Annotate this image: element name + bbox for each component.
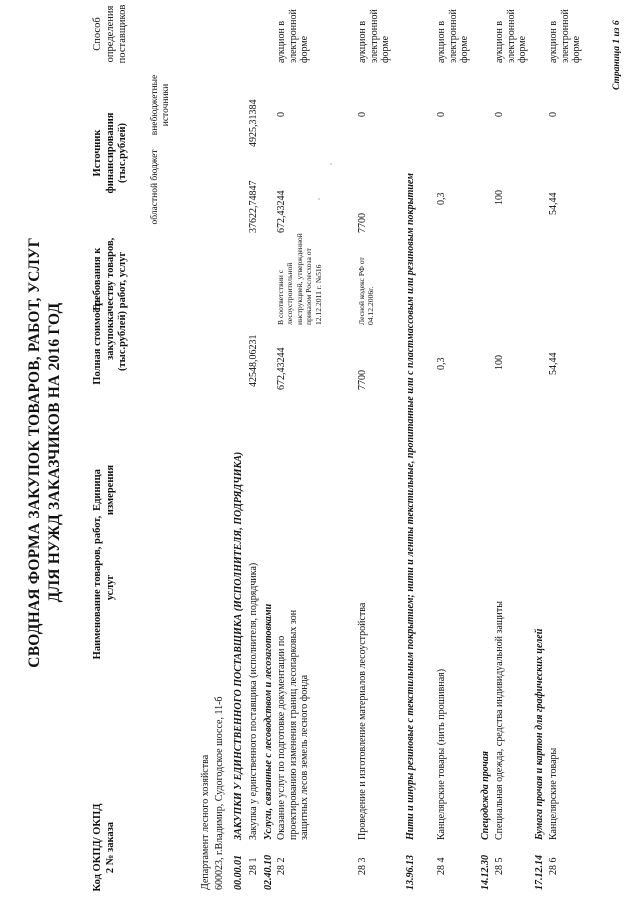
row-3-code: 28 3 bbox=[357, 857, 368, 875]
header-source-regional: областной бюджет bbox=[150, 149, 160, 225]
row-2-cost: 672,43244 bbox=[276, 347, 287, 390]
row-4-method: аукцион в электронной форме bbox=[436, 9, 470, 63]
row-4-code: 28 4 bbox=[436, 857, 447, 875]
section-2-title: Услуги, связанные с лесоводством и лесозаготовками bbox=[263, 603, 274, 840]
section-5-code: 17.12.14 bbox=[534, 855, 545, 890]
row-1-extra: 4925,31384 bbox=[248, 99, 259, 147]
section-5-title: Бумага прочая и картон для графических целей bbox=[534, 628, 545, 840]
header-source: Источник финансирования (тыс.рублей) bbox=[92, 112, 129, 194]
section-1-code: 00.00.01 bbox=[233, 855, 244, 890]
row-4-extra: 0 bbox=[436, 112, 447, 117]
row-6-cost: 54,44 bbox=[548, 352, 559, 375]
header-unit: Единица измерения bbox=[92, 464, 116, 516]
section-2-code: 02.40.10 bbox=[263, 855, 274, 890]
row-3-regional: 7700 bbox=[357, 213, 368, 233]
row-5-method: аукцион в электронной форме bbox=[494, 9, 528, 63]
scan-speck bbox=[318, 198, 320, 200]
row-2-extra: 0 bbox=[276, 112, 287, 117]
header-method: Способ определения поставщиков bbox=[92, 4, 129, 64]
row-2-method: аукцион в электронной форме bbox=[276, 9, 310, 63]
page-number: Страница 1 из 6 bbox=[612, 20, 622, 90]
row-1-name: Закупка у единственного поставщика (исполнителя, подрядчика) bbox=[248, 562, 259, 840]
header-code: Код ОКПД/ ОКПД 2 № заказа bbox=[92, 803, 116, 892]
row-5-name: Специальная одежда, средства индивидуальной защиты bbox=[494, 601, 505, 840]
row-1-cost: 42548,06231 bbox=[248, 334, 259, 387]
row-1-regional: 37622,74847 bbox=[248, 180, 259, 233]
row-3-requirements: Лесной кодекс РФ от 04.12.2006г. bbox=[357, 257, 376, 325]
header-req: Требования к качеству товаров, работ, услуг bbox=[92, 237, 129, 323]
row-1-code: 28 1 bbox=[248, 857, 259, 875]
title-line-1: СВОДНАЯ ФОРМА ЗАКУПОК ТОВАРОВ, РАБОТ, УСЛУГ bbox=[26, 237, 43, 668]
section-3-code: 13.96.13 bbox=[405, 855, 416, 890]
customer-address: 600023, г.Владимир, Судогодское шоссе, 11-б bbox=[214, 696, 225, 890]
header-cost: Полная стоимость закупок (тыс.рублей) bbox=[92, 297, 129, 385]
customer-name: Департамент лесного хозяйства bbox=[200, 754, 211, 890]
row-6-code: 28 6 bbox=[548, 857, 559, 875]
row-4-name: Канцелярские товары (нить прошивная) bbox=[436, 668, 447, 840]
row-3-extra: 0 bbox=[357, 112, 368, 117]
header-name: Наименование товаров, работ, услуг bbox=[92, 515, 116, 660]
header-source-extra: внебюджетные источники bbox=[150, 74, 171, 136]
row-5-cost: 100 bbox=[494, 355, 505, 370]
row-2-requirements: В соответствии с лесоустроительной инструкцией, утвержденной приказом Рослесхоза от 12.12.2011 г. №516 bbox=[276, 233, 323, 325]
section-3-title: Нити и шнуры резиновые с текстильным покрытием; нити и ленты текстильные, пропитанные или с пластмассовым или резиновым покрытием bbox=[405, 173, 416, 840]
row-5-regional: 100 bbox=[494, 190, 505, 205]
row-5-code: 28 5 bbox=[494, 857, 505, 875]
row-3-cost: 7700 bbox=[357, 370, 368, 390]
row-3-method: аукцион в электронной форме bbox=[357, 9, 391, 63]
row-4-cost: 0,3 bbox=[436, 357, 447, 370]
scan-speck bbox=[330, 163, 332, 165]
row-6-extra: 0 bbox=[548, 112, 559, 117]
row-2-code: 28 2 bbox=[276, 857, 287, 875]
row-3-name: Проведение и изготовление материалов лесоустройства bbox=[357, 602, 368, 840]
title-line-2: ДЛЯ НУЖД ЗАКАЗЧИКОВ НА 2016 ГОД bbox=[46, 302, 63, 603]
row-6-method: аукцион в электронной форме bbox=[548, 9, 582, 63]
section-4-code: 14.12.30 bbox=[480, 855, 491, 890]
row-6-name: Канцелярские товары bbox=[548, 747, 559, 840]
section-1-title: ЗАКУПКИ У ЕДИНСТВЕННОГО ПОСТАВЩИКА (ИСПОЛНИТЕЛЯ, ПОДРЯДЧИКА) bbox=[233, 451, 244, 840]
row-6-regional: 54,44 bbox=[548, 192, 559, 215]
row-2-regional: 672,43244 bbox=[276, 190, 287, 233]
row-5-extra: 0 bbox=[494, 112, 505, 117]
row-4-regional: 0,3 bbox=[436, 192, 447, 205]
section-4-title: Спецодежда прочая bbox=[480, 751, 491, 840]
row-2-name: Оказание услуг по подготовке документации по проектированию изменения границ лесопарковых зон защитных лесов земель лесного фонда bbox=[276, 609, 310, 840]
